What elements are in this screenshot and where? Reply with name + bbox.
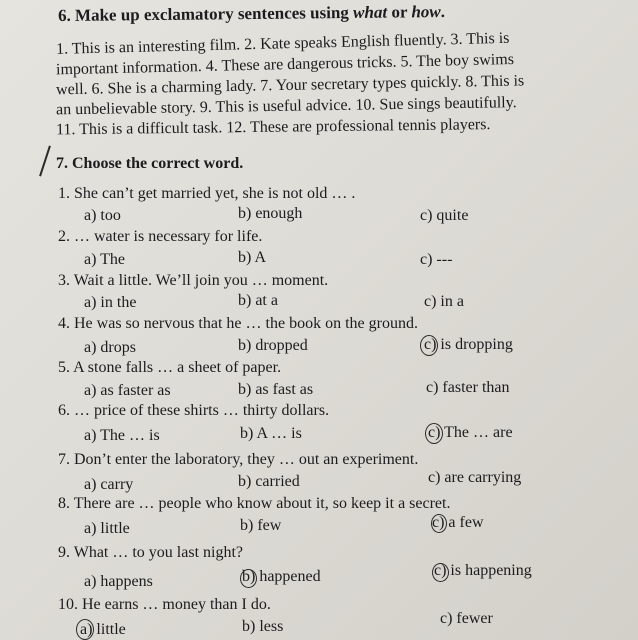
task6-line: important information. 4. These are dangerous tricks. 5. The boy swims — [55, 50, 515, 79]
option-c: c) The … are — [428, 424, 513, 441]
question: 9. What … to you last night? — [58, 544, 244, 561]
question: 1. She can’t get married yet, she is not old … . — [58, 185, 356, 202]
answer-circle-mark — [425, 423, 443, 444]
option-c: c) a few — [432, 514, 484, 531]
pen-mark — [39, 145, 51, 176]
option-a: a) in the — [84, 294, 137, 311]
question: 3. Wait a little. We’ll join you … moment. — [58, 272, 329, 289]
question: 2. … water is necessary for life. — [58, 228, 263, 245]
option-c: c) faster than — [426, 379, 510, 396]
option-a: a) little — [80, 621, 126, 638]
answer-circle-mark — [240, 569, 257, 588]
task6-heading: 6. Make up exclamatory sentences using what or how. — [57, 1, 446, 26]
option-b: b) carried — [238, 473, 300, 490]
option-b: b) A … is — [240, 425, 302, 442]
answer-circle-mark — [432, 563, 449, 582]
question: 5. A stone falls … a sheet of paper. — [58, 359, 282, 376]
option-c: c) are carrying — [428, 469, 522, 486]
answer-circle-mark — [420, 335, 438, 356]
option-b: b) less — [242, 618, 284, 635]
option-b: b) happened — [242, 568, 321, 585]
option-c: c) --- — [420, 251, 453, 268]
task6-line: 1. This is an interesting film. 2. Kate speaks English fluently. 3. This is — [55, 29, 510, 58]
option-b: b) few — [240, 517, 282, 534]
option-a: a) carry — [84, 476, 134, 493]
option-a: a) The — [84, 251, 126, 268]
option-a: a) The … is — [84, 427, 160, 444]
option-a: a) happens — [84, 573, 153, 590]
option-c: c) fewer — [440, 610, 493, 627]
task6-line: an unbelievable story. 9. This is useful advice. 10. Sue sings beautifully. — [55, 94, 517, 119]
option-a: a) little — [84, 520, 130, 537]
option-a: a) too — [84, 207, 121, 224]
option-c: c) in a — [424, 293, 464, 310]
option-a: a) drops — [84, 339, 136, 356]
question: 10. He earns … money than I do. — [58, 596, 271, 613]
option-c: c) is dropping — [424, 336, 513, 353]
question: 6. … price of these shirts … thirty dollars. — [58, 402, 330, 419]
option-c: c) is happening — [434, 562, 532, 579]
option-c: c) quite — [420, 207, 469, 224]
option-b: b) at a — [238, 292, 278, 309]
option-b: b) as fast as — [238, 381, 314, 398]
task6-line: well. 6. She is a charming lady. 7. Your secretary types quickly. 8. This is — [55, 72, 525, 99]
option-b: b) enough — [238, 205, 303, 222]
option-b: b) A — [238, 249, 266, 266]
answer-circle-mark — [76, 619, 94, 640]
option-b: b) dropped — [238, 337, 308, 354]
answer-circle-mark — [431, 514, 447, 533]
question: 4. He was so nervous that he … the book on the ground. — [58, 315, 418, 332]
task7-heading: 7. Choose the correct word. — [56, 155, 244, 172]
option-a: a) as faster as — [84, 382, 171, 399]
question: 7. Don’t enter the laboratory, they … out an experiment. — [58, 451, 419, 468]
task6-line: 11. This is a difficult task. 12. These are professional tennis players. — [55, 116, 491, 139]
question: 8. There are … people who know about it, so keep it a secret. — [58, 495, 451, 512]
